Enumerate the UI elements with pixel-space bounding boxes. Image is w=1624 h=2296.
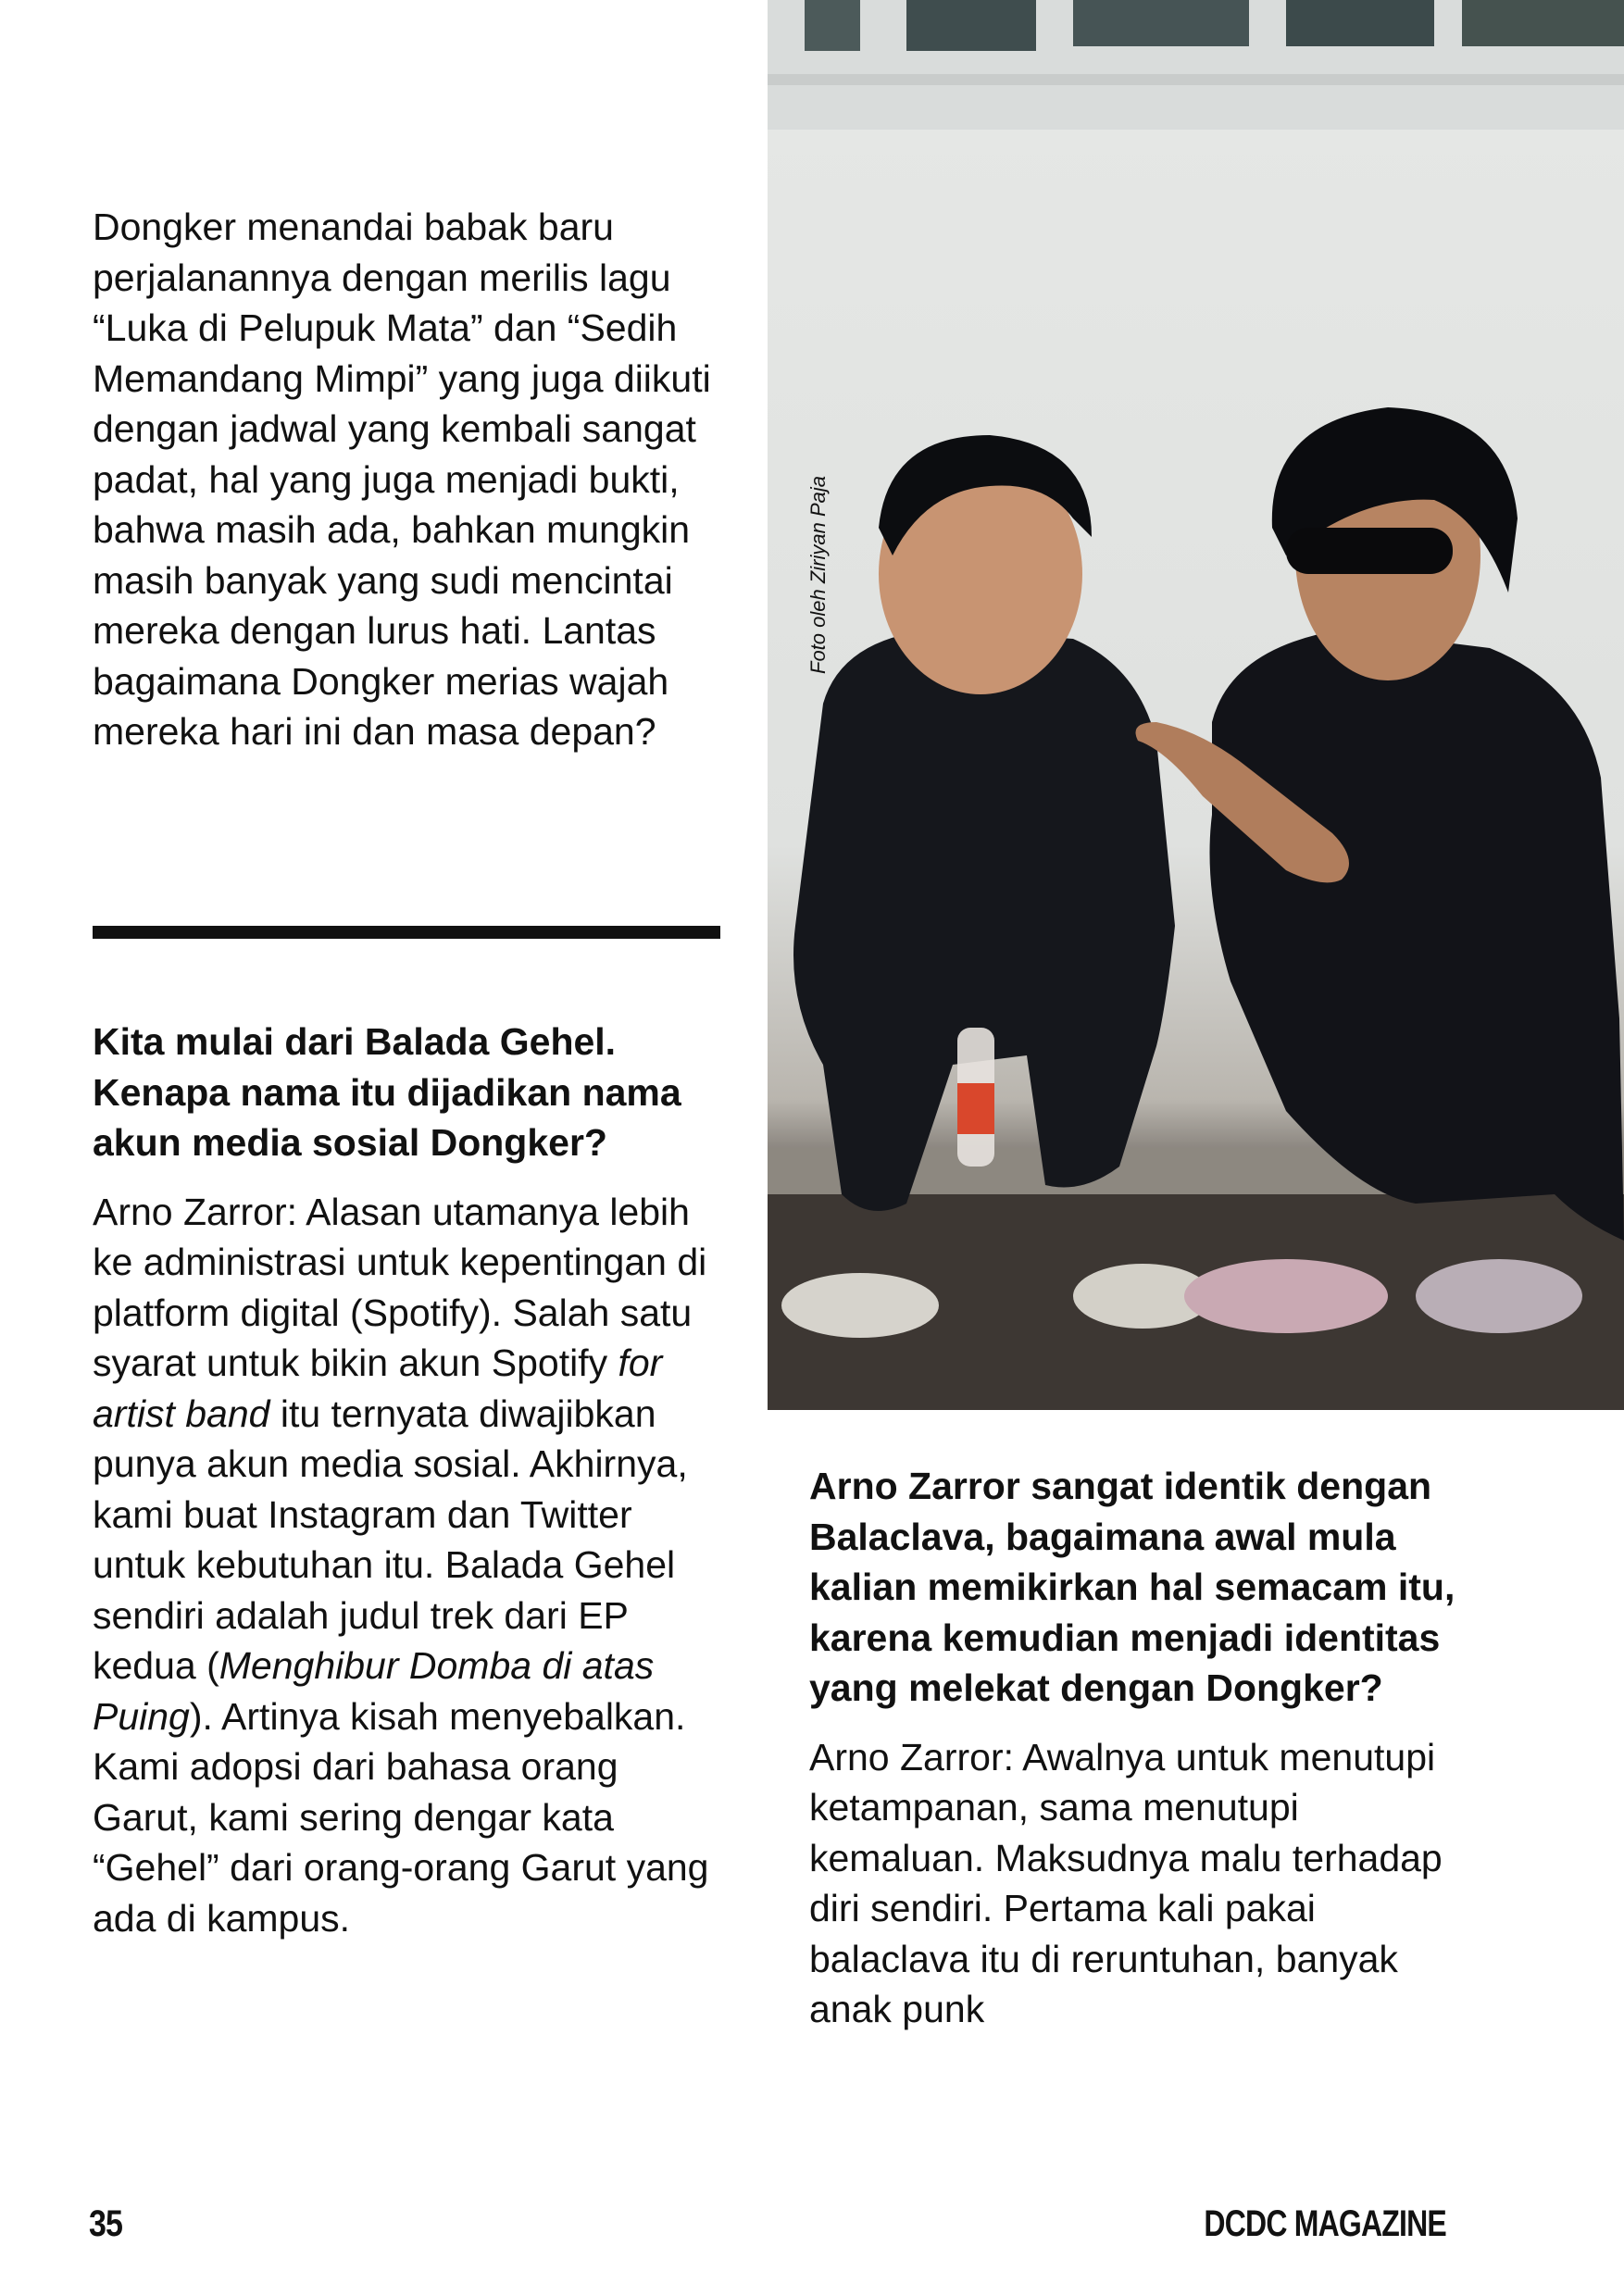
intro-paragraph-block [93, 202, 731, 757]
interview-question-1 [93, 1017, 731, 1943]
section-divider [93, 926, 720, 939]
interview-question-2 [809, 1461, 1467, 2035]
photo-credit: Foto oleh Ziriyan Paja [806, 476, 830, 674]
band-photo-illustration [768, 0, 1624, 1410]
answer-1-text-a: Arno Zarror: Alasan utamanya lebih ke administrasi untuk kepentingan di platform digital (Spotify). Salah satu syarat untuk bikin akun Spotify [93, 1190, 707, 1384]
answer-2-paragraph: Arno Zarror: Awalnya untuk menutupi ketampanan, sama menutupi kemaluan. Maksudnya malu terhadap diri sendiri. Pertama kali pakai balaclava itu di reruntuhan, banyak anak punk [809, 1735, 1443, 2030]
band-photo [768, 0, 1624, 1410]
magazine-name: DCDC MAGAZINE [1204, 2203, 1446, 2244]
answer-1-emphasis-b: Menghibur Domba di atas Puing [93, 1644, 655, 1738]
answer-1-text-b: itu ternyata diwajibkan punya akun media sosial. Akhirnya, kami buat Instagram dan Twitter untuk kebutuhan itu. Balada Gehel sendiri adalah judul trek dari EP kedua ( [93, 1391, 688, 1687]
intro-paragraph: Dongker menandai babak baru perjalanannya dengan merilis lagu “Luka di Pelupuk Mata” dan “Sedih Memandang Mimpi” yang juga diikuti dengan jadwal yang kembali sangat padat, hal yang juga menjadi bukti, bahwa masih ada, bahkan mungkin masih banyak yang sudi mencintai mereka dengan lurus hati. Lantas bagaimana Dongker merias wajah mereka hari ini dan masa depan? [93, 206, 711, 753]
answer-1-text-c: ). Artinya kisah menyebalkan. Kami adopsi dari bahasa orang Garut, kami sering dengar kata “Gehel” dari orang-orang Garut yang ada di kampus. [93, 1694, 709, 1940]
question-2-heading: Arno Zarror sangat identik dengan Balaclava, bagaimana awal mula kalian memikirkan hal semacam itu, karena kemudian menjadi identitas yang melekat dengan Dongker? [809, 1465, 1455, 1709]
answer-1-emphasis-a: for artist band [93, 1341, 663, 1435]
question-1-heading: Kita mulai dari Balada Gehel. Kenapa nama itu dijadikan nama akun media sosial Dongker? [93, 1020, 681, 1164]
answer-1-paragraph [93, 1187, 731, 1944]
page-number: 35 [89, 2203, 123, 2244]
